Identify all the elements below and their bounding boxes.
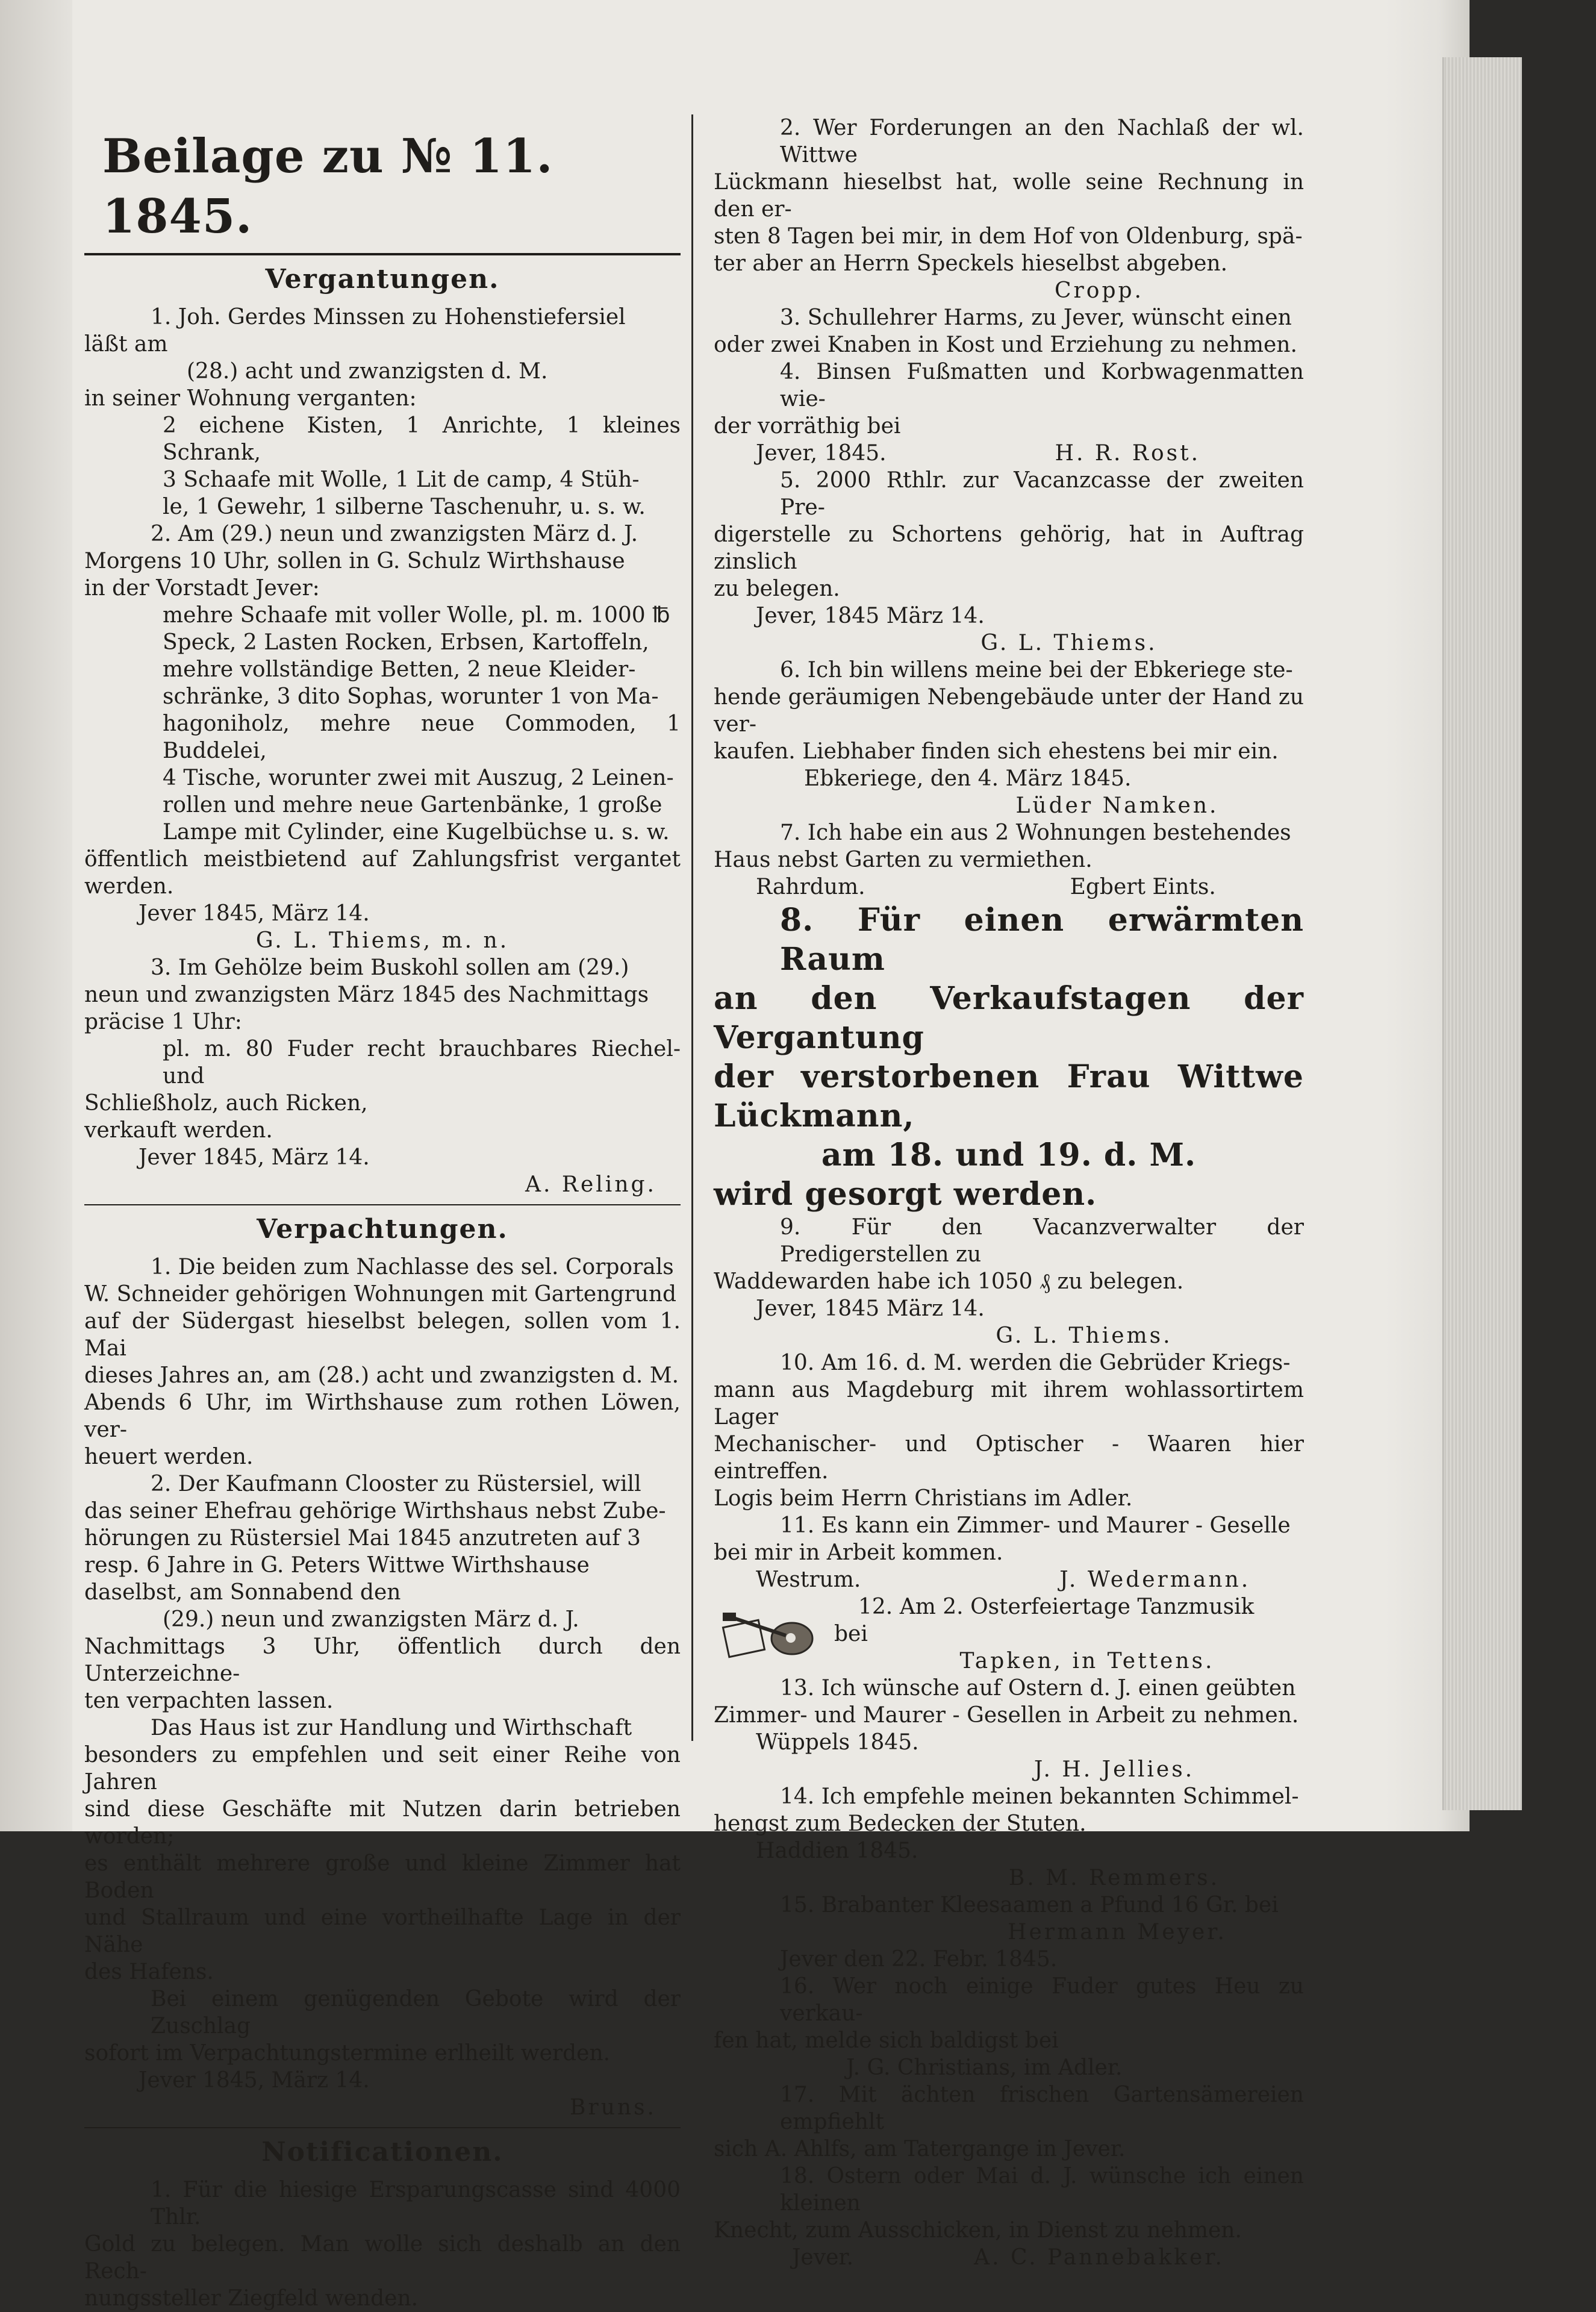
text-line: Mechanischer- und Optischer - Waaren hier eintreffen. bbox=[714, 1432, 1304, 1484]
text-line: Speck, 2 Lasten Rocken, Erbsen, Kartoffeln, bbox=[163, 630, 649, 655]
text-line: des Hafens. bbox=[84, 1960, 214, 1984]
text-line: 7. Ich habe ein aus 2 Wohnungen bestehendes bbox=[780, 820, 1291, 845]
signature: G. L. Thiems, m. n. bbox=[255, 928, 510, 953]
text-line: Schließholz, auch Ricken, bbox=[84, 1091, 368, 1116]
text-line: ten verpachten lassen. bbox=[84, 1689, 334, 1713]
notification-5 bbox=[714, 467, 1304, 657]
notification-12 bbox=[714, 1593, 1304, 1675]
text-line: sind diese Geschäfte mit Nutzen darin betrieben worden; bbox=[84, 1797, 681, 1849]
text-line: 6. Ich bin willens meine bei der Ebkeriege ste- bbox=[780, 658, 1293, 683]
verpachtungen-heading: Verpachtungen. bbox=[257, 1214, 508, 1245]
text-line bbox=[714, 440, 1304, 467]
text-line: hengst zum Bedecken der Stuten. bbox=[714, 1811, 1086, 1836]
left-gutter bbox=[0, 0, 72, 1892]
notification-10 bbox=[714, 1349, 1304, 1512]
text-line: 10. Am 16. d. M. werden die Gebrüder Kriegs- bbox=[780, 1351, 1291, 1375]
signature: G. L. Thiems. bbox=[996, 1323, 1173, 1348]
text-line: das seiner Ehefrau gehörige Wirthshaus nebst Zube- bbox=[84, 1499, 666, 1523]
text-line: sich A. Ahlfs, am Tatergange in Jever. bbox=[714, 2137, 1126, 2161]
text-line: läßt am bbox=[84, 332, 168, 357]
text-line: bei bbox=[834, 1622, 868, 1646]
signature: G. L. Thiems. bbox=[980, 631, 1158, 655]
text-line: heuert werden. bbox=[84, 1445, 254, 1469]
text-line: 3. Schullehrer Harms, zu Jever, wünscht einen bbox=[780, 305, 1292, 330]
text-line: Jever 1845, März 14. bbox=[139, 2068, 370, 2093]
left-column bbox=[84, 114, 681, 2312]
signature: Bruns. bbox=[570, 2095, 656, 2120]
text-line: mehre Schaafe mit voller Wolle, pl. m. 1000 ℔ bbox=[163, 603, 670, 628]
text-line: in der Vorstadt Jever: bbox=[84, 576, 320, 601]
text-line: 2. Am (29.) neun und zwanzigsten März d. J. bbox=[151, 522, 638, 546]
text-line: 1. Die beiden zum Nachlasse des sel. Corporals bbox=[151, 1255, 674, 1279]
text-line: hagoniholz, mehre neue Commoden, 1 Buddelei, bbox=[163, 711, 681, 763]
text-line: sofort im Verpachtungstermine erlheilt werden. bbox=[84, 2041, 611, 2066]
text-line: nungssteller Ziegfeld wenden. bbox=[84, 2286, 419, 2311]
notification-11 bbox=[714, 1512, 1304, 1593]
notificationen-heading: Notificationen. bbox=[261, 2137, 503, 2167]
text-line: und Stallraum und eine vortheilhafte Lage in der Nähe bbox=[84, 1905, 681, 1957]
text-line: Haus nebst Garten zu vermiethen. bbox=[714, 848, 1093, 872]
text-line: Bei einem genügenden Gebote wird der Zuschlag bbox=[151, 1987, 681, 2039]
text-line: 3 Schaafe mit Wolle, 1 Lit de camp, 4 Stüh- bbox=[163, 467, 640, 492]
text-line: 1. Joh. Gerdes Minssen zu Hohenstiefersiel bbox=[151, 305, 626, 330]
text-line: daselbst, am Sonnabend den bbox=[84, 1580, 401, 1605]
text-line: hörungen zu Rüstersiel Mai 1845 anzutreten auf 3 bbox=[84, 1526, 641, 1551]
signature: J. G. Christians, im Adler. bbox=[846, 2055, 1123, 2080]
text-line: 4. Binsen Fußmatten und Korbwagenmatten wie- bbox=[780, 360, 1304, 411]
text-line: 12. Am 2. Osterfeiertage Tanzmusik bbox=[858, 1595, 1255, 1619]
signature: Tapken, in Tettens. bbox=[959, 1649, 1215, 1673]
text-line: Waddewarden habe ich 1050 ₰ zu belegen. bbox=[714, 1269, 1184, 1294]
guitar-icon bbox=[720, 1599, 822, 1666]
text-line: Logis beim Herrn Christians im Adler. bbox=[714, 1486, 1133, 1511]
text-line: 5. 2000 Rthlr. zur Vacanzcasse der zweiten Pre- bbox=[780, 468, 1304, 520]
notification-3 bbox=[714, 304, 1304, 358]
text-line: verkauft werden. bbox=[84, 1118, 273, 1143]
signature: A. Reling. bbox=[525, 1172, 656, 1197]
text-line: 18. Ostern oder Mai d. J. wünsche ich einen kleinen bbox=[780, 2164, 1304, 2216]
text-line: Jever, 1845 März 14. bbox=[756, 1296, 985, 1321]
masthead-rule bbox=[84, 253, 681, 255]
text-line: präcise 1 Uhr: bbox=[84, 1010, 242, 1034]
text-line: besonders zu empfehlen und seit einer Reihe von Jahren bbox=[84, 1743, 681, 1795]
text-line: Ebkeriege, den 4. März 1845. bbox=[804, 766, 1132, 791]
text-line: 2. Wer Forderungen an den Nachlaß der wl. Wittwe bbox=[780, 116, 1304, 167]
text-line: der vorräthig bei bbox=[714, 414, 901, 439]
notification-16 bbox=[714, 1973, 1304, 2081]
vergantung-2 bbox=[84, 520, 681, 954]
notification-17 bbox=[714, 2081, 1304, 2163]
vergantung-1 bbox=[84, 304, 681, 520]
notification-8 bbox=[714, 901, 1304, 1214]
notification-1 bbox=[84, 2176, 681, 2312]
text-line: (28.) acht und zwanzigsten d. M. bbox=[187, 359, 548, 384]
text-line bbox=[714, 2244, 1304, 2271]
page-stack-edge bbox=[1442, 57, 1522, 1810]
text-line: Lampe mit Cylinder, eine Kugelbüchse u. s. w. bbox=[163, 820, 670, 845]
text-line: mann aus Magdeburg mit ihrem wohlassortirtem Lager bbox=[714, 1378, 1304, 1429]
text-line: es enthält mehrere große und kleine Zimmer hat Boden bbox=[84, 1851, 681, 1903]
text-line: Das Haus ist zur Handlung und Wirthschaft bbox=[151, 1716, 632, 1740]
text-line: 9. Für den Vacanzverwalter der Predigerstellen zu bbox=[780, 1215, 1304, 1267]
text-line: schränke, 3 dito Sophas, worunter 1 von Ma- bbox=[163, 684, 659, 709]
place: Rahrdum. bbox=[756, 875, 865, 899]
signature: Cropp. bbox=[1055, 278, 1144, 303]
signature: A. C. Pannebakker. bbox=[974, 2245, 1224, 2270]
text-line: am 18. und 19. d. M. bbox=[821, 1137, 1197, 1173]
text-line: Morgens 10 Uhr, sollen in G. Schulz Wirthshause bbox=[84, 549, 625, 573]
text-line: bei mir in Arbeit kommen. bbox=[714, 1540, 1003, 1565]
text-line: neun und zwanzigsten März 1845 des Nachmittags bbox=[84, 983, 649, 1007]
text-line: öffentlich meistbietend auf Zahlungsfrist vergantet werden. bbox=[84, 847, 681, 899]
text-line: 4 Tische, worunter zwei mit Auszug, 2 Leinen- bbox=[163, 766, 674, 790]
text-line: (29.) neun und zwanzigsten März d. J. bbox=[163, 1607, 579, 1632]
text-line: 3. Im Gehölze beim Buskohl sollen am (29.) bbox=[151, 955, 629, 980]
text-line: 17. Mit ächten frischen Gartensämereien empfiehlt bbox=[780, 2082, 1304, 2134]
text-line: Abends 6 Uhr, im Wirthshause zum rothen Löwen, ver- bbox=[84, 1390, 681, 1442]
text-line: 1. Für die hiesige Ersparungscasse sind 4000 Thlr. bbox=[151, 2178, 681, 2229]
notification-18 bbox=[714, 2163, 1304, 2271]
text-line: Gold zu belegen. Man wolle sich deshalb an den Rech- bbox=[84, 2232, 681, 2284]
text-line: auf der Südergast hieselbst belegen, sollen vom 1. Mai bbox=[84, 1309, 681, 1361]
text-line: in seiner Wohnung verganten: bbox=[84, 386, 417, 411]
signature: Egbert Eints. bbox=[1070, 875, 1216, 899]
text-line: Zimmer- und Maurer - Gesellen in Arbeit zu nehmen. bbox=[714, 1703, 1299, 1728]
text-line: 8. Für einen erwärmten Raum bbox=[780, 902, 1304, 978]
vergantungen-heading: Vergantungen. bbox=[265, 264, 500, 295]
notification-13 bbox=[714, 1675, 1304, 1783]
signature: H. R. Rost. bbox=[1055, 441, 1201, 466]
text-line: der verstorbenen Frau Wittwe Lückmann, bbox=[714, 1058, 1304, 1134]
text-line bbox=[714, 1566, 1304, 1593]
text-line: wird gesorgt werden. bbox=[714, 1176, 1097, 1213]
text-line: 11. Es kann ein Zimmer- und Maurer - Geselle bbox=[780, 1513, 1291, 1538]
masthead-title: Beilage zu № 11. 1845. bbox=[102, 129, 553, 244]
text-line: 2. Der Kaufmann Clooster zu Rüstersiel, will bbox=[151, 1472, 641, 1496]
notification-7 bbox=[714, 819, 1304, 901]
signature: B. M. Remmers. bbox=[1008, 1866, 1220, 1890]
signature: Hermann Meyer. bbox=[1008, 1920, 1227, 1945]
text-line: 16. Wer noch einige Fuder gutes Heu zu verkau- bbox=[780, 1974, 1304, 2026]
text-line: hende geräumigen Nebengebäude unter der Hand zu ver- bbox=[714, 685, 1304, 737]
text-line: Haddien 1845. bbox=[756, 1839, 918, 1863]
text-line: le, 1 Gewehr, 1 silberne Taschenuhr, u. s. w. bbox=[163, 495, 646, 519]
text-line bbox=[714, 873, 1304, 901]
place: Jever. bbox=[792, 2245, 854, 2270]
text-line: sten 8 Tagen bei mir, in dem Hof von Oldenburg, spä- bbox=[714, 224, 1303, 249]
text-line: resp. 6 Jahre in G. Peters Wittwe Wirthshause bbox=[84, 1553, 590, 1578]
section-rule bbox=[84, 2127, 681, 2128]
place-date: Jever, 1845. bbox=[756, 441, 887, 466]
verpachtung-1 bbox=[84, 1254, 681, 1470]
text-line: Lückmann hieselbst hat, wolle seine Rechnung in den er- bbox=[714, 170, 1304, 222]
text-line: dieses Jahres an, am (28.) acht und zwanzigsten d. M. bbox=[84, 1363, 679, 1388]
signature: J. Wedermann. bbox=[1059, 1567, 1251, 1592]
text-line: 13. Ich wünsche auf Ostern d. J. einen geübten bbox=[780, 1676, 1296, 1701]
signature: Lüder Namken. bbox=[1015, 793, 1219, 818]
notification-9 bbox=[714, 1214, 1304, 1349]
text-line: Jever 1845, März 14. bbox=[139, 1145, 370, 1170]
signature: J. H. Jellies. bbox=[1033, 1757, 1195, 1782]
text-line: Nachmittags 3 Uhr, öffentlich durch den Unterzeichne- bbox=[84, 1634, 681, 1686]
text-line: pl. m. 80 Fuder recht brauchbares Riechel- und bbox=[163, 1037, 681, 1089]
notification-15 bbox=[714, 1892, 1304, 1973]
text-line: W. Schneider gehörigen Wohnungen mit Gartengrund bbox=[84, 1282, 677, 1307]
text-line: zu belegen. bbox=[714, 576, 840, 601]
text-line: mehre vollständige Betten, 2 neue Kleider- bbox=[163, 657, 636, 682]
text-line: kaufen. Liebhaber finden sich ehestens bei mir ein. bbox=[714, 739, 1279, 764]
text-line: rollen und mehre neue Gartenbänke, 1 große bbox=[163, 793, 662, 817]
verpachtung-2 bbox=[84, 1470, 681, 2121]
text-line: 15. Brabanter Kleesaamen a Pfund 16 Gr. bei bbox=[780, 1893, 1279, 1917]
notification-14 bbox=[714, 1783, 1304, 1892]
text-line: oder zwei Knaben in Kost und Erziehung zu nehmen. bbox=[714, 333, 1297, 357]
text-line: an den Verkaufstagen der Vergantung bbox=[714, 980, 1304, 1056]
notification-6 bbox=[714, 657, 1304, 819]
text-line: fen hat, melde sich baldigst bei bbox=[714, 2028, 1059, 2053]
text-line: 2 eichene Kisten, 1 Anrichte, 1 kleines Schrank, bbox=[163, 413, 681, 465]
column-divider bbox=[691, 114, 693, 1741]
notification-4 bbox=[714, 358, 1304, 467]
text-line: Jever 1845, März 14. bbox=[139, 901, 370, 926]
text-line: Jever den 22. Febr. 1845. bbox=[780, 1947, 1058, 1972]
text-line: 14. Ich empfehle meinen bekannten Schimmel- bbox=[780, 1784, 1299, 1809]
text-line: Jever, 1845 März 14. bbox=[756, 604, 985, 628]
place: Westrum. bbox=[756, 1567, 861, 1592]
vergantung-3 bbox=[84, 954, 681, 1198]
text-line: Knecht, zum Ausschicken, in Dienst zu nehmen. bbox=[714, 2218, 1242, 2243]
notification-2 bbox=[714, 114, 1304, 304]
text-line: Wüppels 1845. bbox=[756, 1730, 919, 1755]
right-column bbox=[714, 114, 1304, 2271]
section-rule bbox=[84, 1204, 681, 1205]
text-line: ter aber an Herrn Speckels hieselbst abgeben. bbox=[714, 251, 1228, 276]
text-line: digerstelle zu Schortens gehörig, hat in Auftrag zinslich bbox=[714, 522, 1304, 574]
